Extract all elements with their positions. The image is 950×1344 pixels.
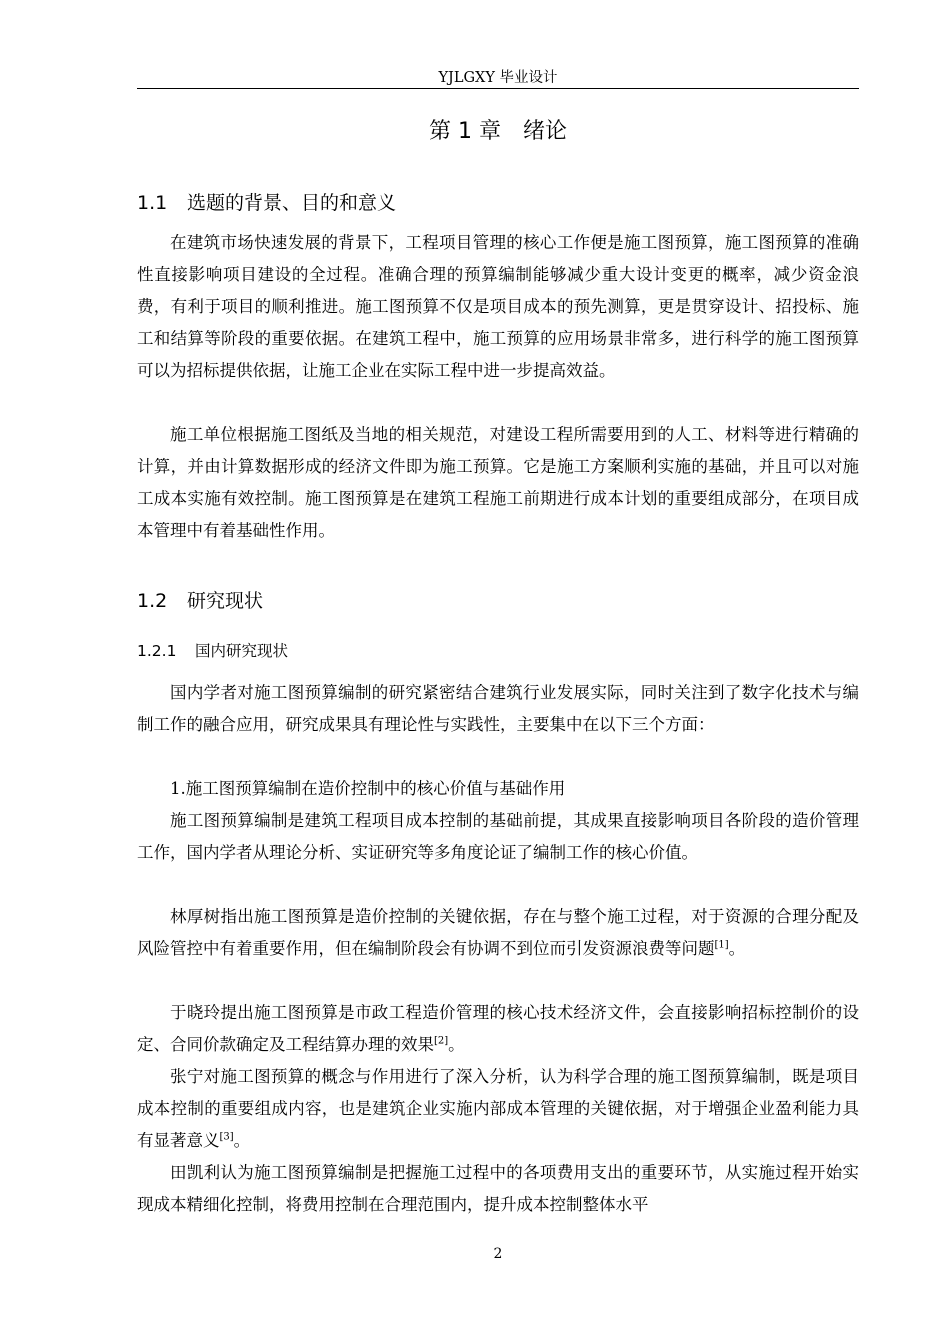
subsection-heading-1-2-1	[137, 639, 288, 663]
section-title: 研究现状	[187, 590, 264, 612]
section-title: 选题的背景、目的和意义	[187, 192, 397, 214]
paragraph-text: 林厚树指出施工图预算是造价控制的关键依据，存在与整个施工过程，对于资源的合理分配及风险管控中有着重要作用，但在编制阶段会有协调不到位而引发资源浪费等问题	[137, 907, 859, 958]
paragraph-core-value: 施工图预算编制是建筑工程项目成本控制的基础前提，其成果直接影响项目各阶段的造价管理工作，国内学者从理论分析、实证研究等多角度论证了编制工作的核心价值。	[137, 811, 859, 862]
subsection-title: 国内研究现状	[195, 642, 289, 660]
paragraph-end: 。	[728, 939, 746, 958]
list-item-1: 1.施工图预算编制在造价控制中的核心价值与基础作用	[170, 779, 566, 798]
paragraph-text: 张宁对施工图预算的概念与作用进行了深入分析，认为科学合理的施工图预算编制，既是项目成本控制的重要组成内容，也是建筑企业实施内部成本管理的关键依据，对于增强企业盈利能力具有显著意义	[137, 1067, 859, 1150]
paragraph-construction-budget: 施工单位根据施工图纸及当地的相关规范，对建设工程所需要用到的人工、材料等进行精确的计算，并由计算数据形成的经济文件即为施工预算。它是施工方案顺利实施的基础，并且可以对施工成本实施有效控制。施工图预算是在建筑工程施工前期进行成本计划的重要组成部分，在项目成本管理中有着基础性作用。	[137, 425, 859, 540]
paragraph-background: 在建筑市场快速发展的背景下，工程项目管理的核心工作便是施工图预算，施工图预算的准确性直接影响项目建设的全过程。准确合理的预算编制能够减少重大设计变更的概率，减少资金浪费，有利于项目的顺利推进。施工图预算不仅是项目成本的预先测算，更是贯穿设计、招投标、施工和结算等阶段的重要依据。在建筑工程中，施工预算的应用场景非常多，进行科学的施工图预算可以为招标提供依据，让施工企业在实际工程中进一步提高效益。	[137, 233, 859, 380]
page-number: 2	[493, 1246, 503, 1262]
paragraph-text: 于晓玲提出施工图预算是市政工程造价管理的核心技术经济文件，会直接影响招标控制价的设定、合同价款确定及工程结算办理的效果	[137, 1003, 859, 1054]
page-header: YJLGXY 毕业设计	[438, 70, 558, 86]
paragraph-end: 。	[448, 1035, 465, 1054]
paragraph-zhang	[137, 1061, 859, 1157]
header-rule	[137, 88, 859, 89]
paragraph-yu	[137, 997, 859, 1061]
citation-ref: [1]	[714, 939, 729, 951]
citation-ref: [3]	[219, 1131, 234, 1143]
paragraph-domestic-intro: 国内学者对施工图预算编制的研究紧密结合建筑行业发展实际，同时关注到了数字化技术与编制工作的融合应用，研究成果具有理论性与实践性，主要集中在以下三个方面：	[137, 683, 859, 734]
paragraph-lin	[137, 901, 859, 965]
section-heading-1-2	[137, 587, 263, 615]
subsection-number: 1.2.1	[137, 642, 177, 660]
paragraph-end: 。	[233, 1131, 251, 1150]
citation-ref: [2]	[434, 1035, 449, 1047]
chapter-title: 第 1 章 绪论	[429, 119, 567, 144]
section-number: 1.2	[137, 590, 168, 612]
paragraph-tian: 田凯利认为施工图预算编制是把握施工过程中的各项费用支出的重要环节，从实施过程开始实现成本精细化控制，将费用控制在合理范围内，提升成本控制整体水平	[137, 1163, 859, 1214]
section-number: 1.1	[137, 192, 168, 214]
section-heading-1-1	[137, 189, 396, 217]
